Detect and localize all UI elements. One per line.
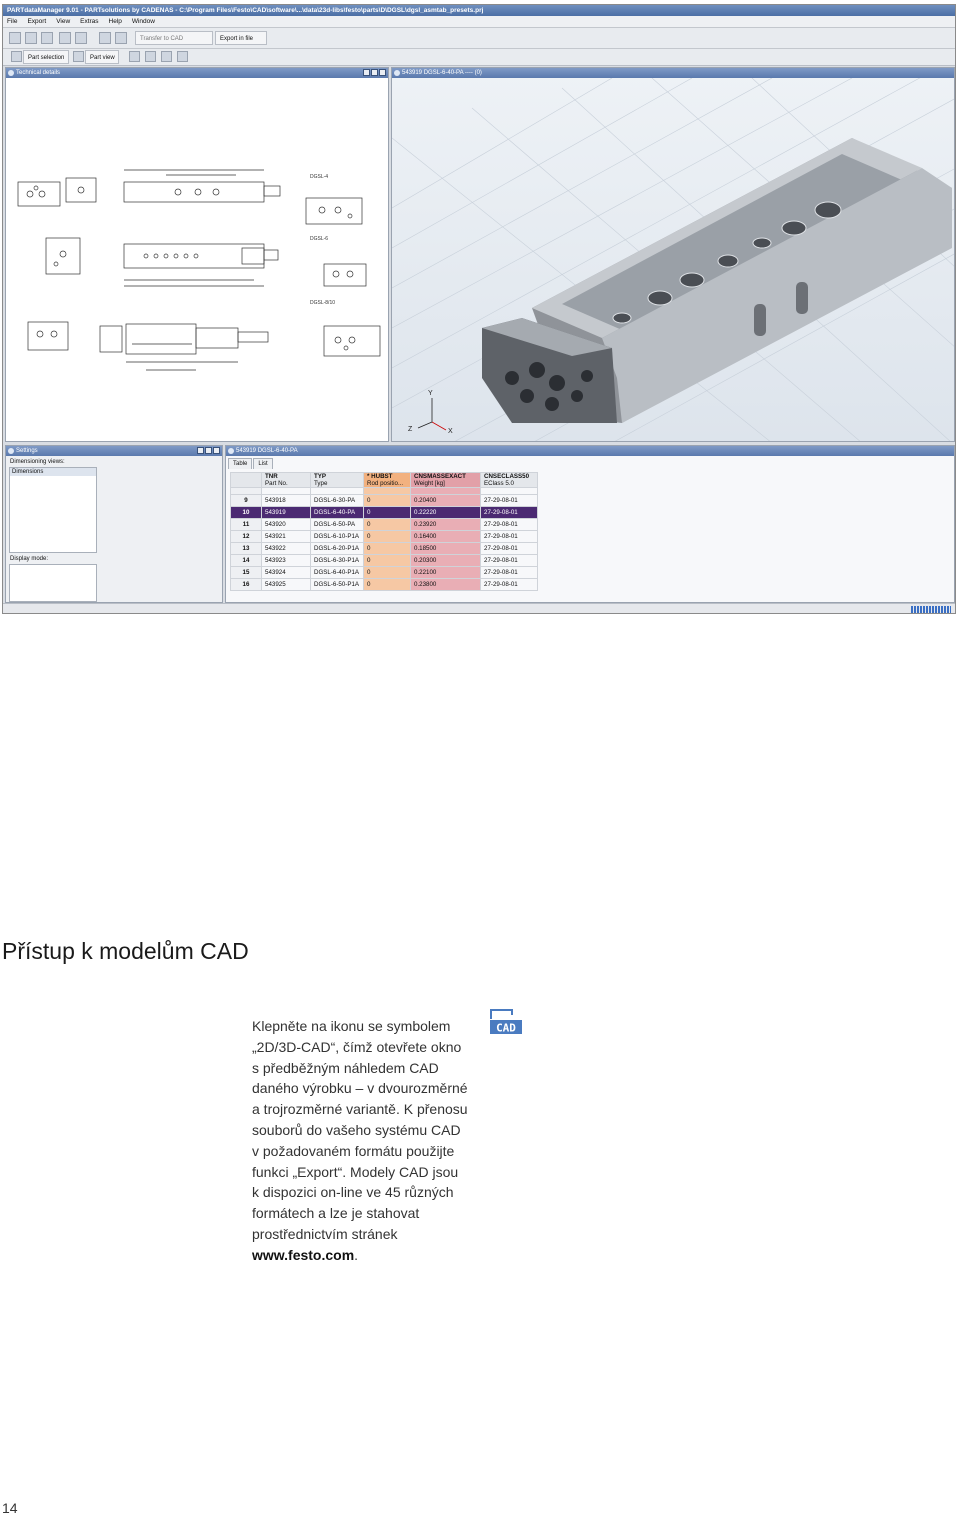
dimensioning-views-label: Dimensioning views: (10, 459, 65, 465)
3d-view-pane[interactable] (391, 67, 955, 442)
grid-icon[interactable] (99, 32, 111, 44)
table-tabs (228, 458, 274, 469)
view-split-icon[interactable] (177, 51, 188, 62)
view-toolbar (3, 49, 955, 66)
window-title: PARTdataManager 9.01 - PARTsolutions by CADENAS - C:\Program Files\Festo\CAD\software\...\data\23d-libs\festo\parts\D\DGSL\dgsl_asmtab_presets.prj (3, 5, 955, 16)
list-item[interactable]: Dimensions (10, 468, 96, 476)
part-selection-icon (11, 51, 22, 62)
view-2d3d-icon[interactable] (161, 51, 172, 62)
close-icon[interactable] (213, 447, 220, 454)
menu-help[interactable]: Help (108, 18, 122, 25)
table-spacer-row (231, 488, 538, 495)
body-line-url (252, 1245, 552, 1266)
window-buttons (196, 447, 220, 458)
axis-y-label: Y (428, 390, 433, 397)
drawing-label-dgsl8: DGSL-8/10 (310, 300, 336, 306)
settings-title: Settings (6, 446, 222, 456)
display-mode-list[interactable] (9, 564, 97, 602)
table-row[interactable]: 14 543923 DGSL-6-30-P1A 0 0.20300 27-29-08-01 (231, 555, 538, 567)
menu-file[interactable]: File (7, 18, 18, 25)
table-pane (225, 445, 955, 603)
3d-model[interactable] (392, 78, 955, 442)
dimensioning-views-list[interactable] (9, 467, 97, 553)
app-window (2, 4, 956, 614)
header-row-number (231, 473, 262, 488)
menu-extras[interactable]: Extras (80, 18, 99, 25)
menu-view[interactable]: View (56, 18, 71, 25)
table-row[interactable]: 16 543925 DGSL-6-50-P1A 0 0.23800 27-29-08-01 (231, 579, 538, 591)
main-toolbar (3, 28, 955, 49)
body-line: funkci „Export“. Modely CAD jsou (252, 1163, 459, 1180)
status-bar (3, 603, 955, 614)
minimize-icon[interactable] (197, 447, 204, 454)
table-row[interactable]: 12 543921 DGSL-6-10-P1A 0 0.16400 27-29-08-01 (231, 531, 538, 543)
settings-pane (5, 445, 223, 603)
display-mode-label: Display mode: (10, 556, 49, 562)
tab-list[interactable]: List (253, 458, 272, 469)
body-line: formátech a lze je stahovat (252, 1205, 420, 1222)
table-row[interactable]: 15 543924 DGSL-6-40-P1A 0 0.22100 27-29-08-01 (231, 567, 538, 579)
preview-icon[interactable] (115, 32, 127, 44)
open-icon[interactable] (9, 32, 21, 44)
pane-icon (8, 70, 14, 76)
axis-x-label: X (448, 428, 453, 435)
parts-table (230, 472, 538, 591)
drawing-label-dgsl4: DGSL-4 (310, 174, 329, 180)
view-2d-icon[interactable] (129, 51, 140, 62)
export-in-file-button[interactable]: Export in file (215, 31, 267, 45)
maximize-icon[interactable] (205, 447, 212, 454)
print-icon[interactable] (41, 32, 53, 44)
technical-drawing (6, 78, 389, 442)
copy-icon[interactable] (59, 32, 71, 44)
body-line: „2D/3D-CAD“, čímž otevřete okno (252, 1038, 462, 1055)
cad-icon-label: CAD (496, 1021, 516, 1035)
tab-table[interactable]: Table (228, 458, 252, 469)
body-line: souborů do vašeho systému CAD (252, 1121, 461, 1138)
body-text (252, 1016, 552, 1266)
drawing-label-dgsl6: DGSL-6 (310, 236, 329, 242)
menu-export[interactable]: Export (27, 18, 47, 25)
part-view-icon (73, 51, 84, 62)
3d-view-title: 543919 DGSL-6-40-PA ---- (0) (392, 68, 954, 78)
body-line: Klepněte na ikonu se symbolem (252, 1018, 451, 1034)
view-3d-icon[interactable] (145, 51, 156, 62)
maximize-icon[interactable] (371, 69, 378, 76)
save-icon[interactable] (25, 32, 37, 44)
table-row[interactable]: 9 543918 DGSL-6-30-PA 0 0.20400 27-29-08-01 (231, 495, 538, 507)
page-heading: Přístup k modelům CAD (2, 938, 249, 964)
progress-indicator (911, 606, 951, 613)
url-suffix: . (354, 1246, 359, 1263)
menu-window[interactable]: Window (131, 18, 155, 25)
part-view-button[interactable]: Part view (85, 50, 119, 64)
festo-url-link[interactable]: www.festo.com (252, 1246, 355, 1263)
body-line: k dispozici on-line ve 45 různých (252, 1184, 454, 1201)
technical-details-title: Technical details (6, 68, 388, 78)
header-typ[interactable]: TYP Type (311, 473, 364, 488)
part-selection-button[interactable]: Part selection (23, 50, 69, 64)
menu-bar (3, 16, 955, 28)
axis-z-label: Z (408, 426, 413, 433)
table-row-selected[interactable]: 10 543919 DGSL-6-40-PA 0 0.22220 27-29-08-01 (231, 507, 538, 519)
table-row[interactable]: 13 543922 DGSL-6-20-P1A 0 0.18500 27-29-08-01 (231, 543, 538, 555)
body-line: daného výrobku – v dvourozměrné (252, 1080, 468, 1097)
transfer-to-cad-button[interactable]: Transfer to CAD (135, 31, 213, 45)
header-eclass[interactable]: CNSECLASS50 EClass 5.0 (481, 473, 538, 488)
header-tnr[interactable]: TNR Part No. (262, 473, 311, 488)
table-pane-title: 543919 DGSL-6-40-PA (226, 446, 954, 456)
table-row[interactable]: 11 543920 DGSL-6-50-PA 0 0.23920 27-29-08-01 (231, 519, 538, 531)
body-line: a trojrozměrné variantě. K přenosu (252, 1101, 468, 1118)
close-icon[interactable] (379, 69, 386, 76)
page-number: 14 (2, 1500, 18, 1516)
table-icon[interactable] (75, 32, 87, 44)
pane-icon (8, 448, 14, 454)
body-line: v požadovaném formátu použijte (252, 1142, 455, 1159)
body-line: prostřednictvím stránek (252, 1225, 398, 1242)
pane-icon (228, 448, 234, 454)
pane-icon (394, 70, 400, 76)
body-line: s předběžným náhledem CAD (252, 1059, 439, 1076)
table-header-row (231, 473, 538, 488)
header-weight[interactable]: CNSMASSEXACT Weight [kg] (411, 473, 481, 488)
header-hubst[interactable]: * HUBST Rod positio... (364, 473, 411, 488)
minimize-icon[interactable] (363, 69, 370, 76)
technical-details-pane (5, 67, 389, 442)
